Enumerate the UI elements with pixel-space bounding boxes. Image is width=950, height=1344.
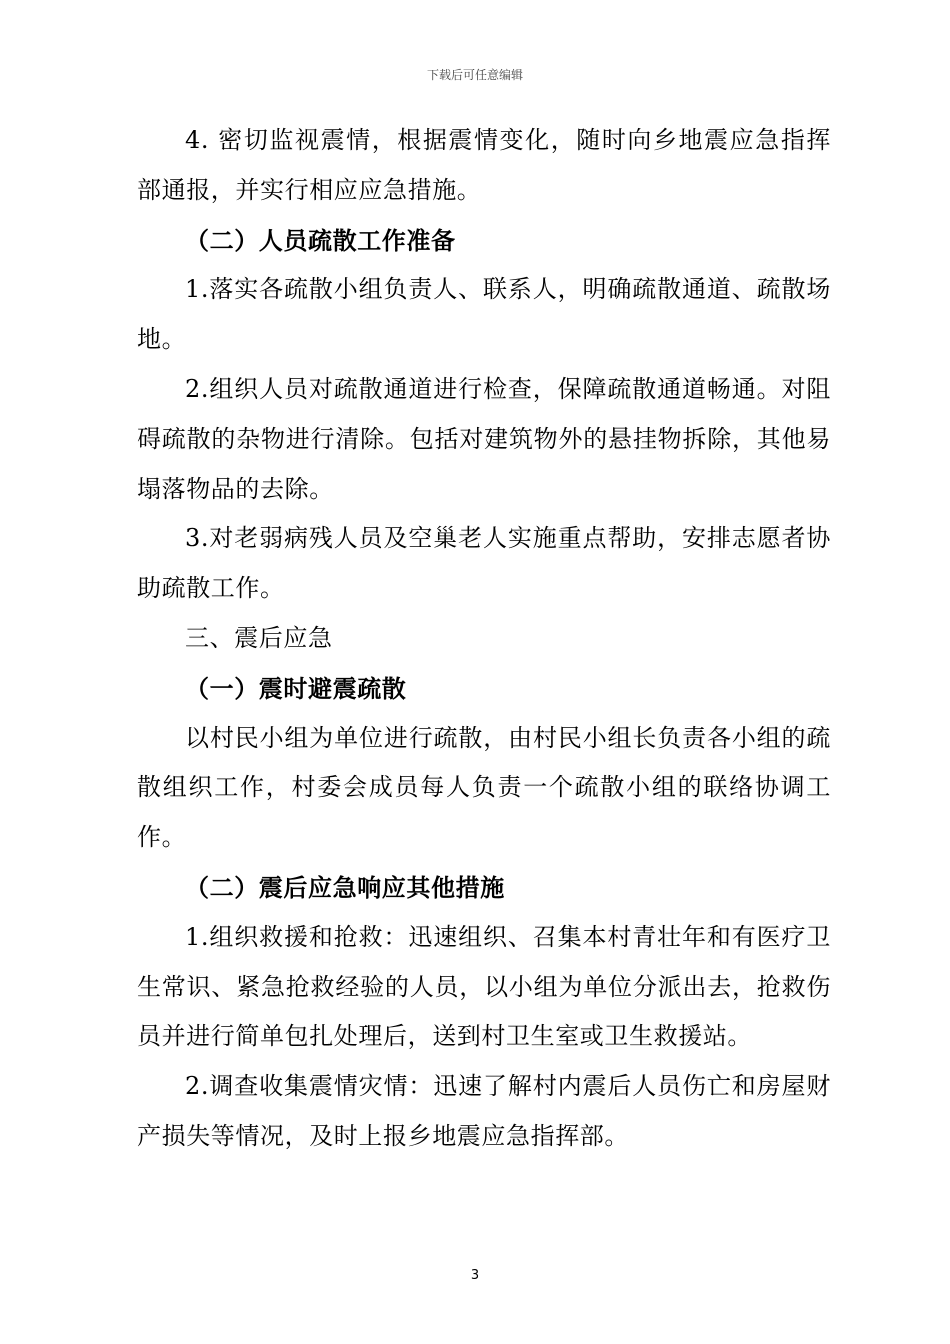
paragraph-evacuation: 以村民小组为单位进行疏散，由村民小组长负责各小组的疏散组织工作，村委会成员每人负责一个疏散小组的联络协调工作。 — [137, 723, 831, 852]
section-heading-evacuation: （一）震时避震疏散 — [185, 673, 407, 703]
paragraph-item-4: 4. 密切监视震情，根据震情变化，随时向乡地震应急指挥部通报，并实行相应应急措施。 — [137, 126, 831, 204]
page-header: 下载后可任意编辑 — [426, 68, 523, 82]
paragraph-survey: 2.调查收集震情灾情：迅速了解村内震后人员伤亡和房屋财产损失等情况，及时上报乡地震应急指挥部。 — [137, 1072, 831, 1150]
paragraph-item-3: 3.对老弱病残人员及空巢老人实施重点帮助，安排志愿者协助疏散工作。 — [137, 524, 831, 603]
paragraph-item-1: 1.落实各疏散小组负责人、联系人，明确疏散通道、疏散场地。 — [137, 275, 831, 354]
section-heading-post-quake: 三、震后应急 — [185, 623, 333, 652]
paragraph-rescue: 1.组织救援和抢救：迅速组织、召集本村青壮年和有医疗卫生常识、紧急抢救经验的人员，以小组为单位分派出去，抢救伤员并进行简单包扎处理后，送到村卫生室或卫生救援站。 — [137, 922, 831, 1051]
section-heading-other-measures: （二）震后应急响应其他措施 — [185, 872, 505, 902]
document-body — [137, 116, 831, 1162]
paragraph-item-2: 2.组织人员对疏散通道进行检查，保障疏散通道畅通。对阻碍疏散的杂物进行清除。包括对建筑物外的悬挂物拆除，其他易塌落物品的去除。 — [137, 374, 831, 503]
page-number: 3 — [470, 1268, 480, 1283]
section-heading-evacuation-prep: （二）人员疏散工作准备 — [185, 225, 456, 255]
